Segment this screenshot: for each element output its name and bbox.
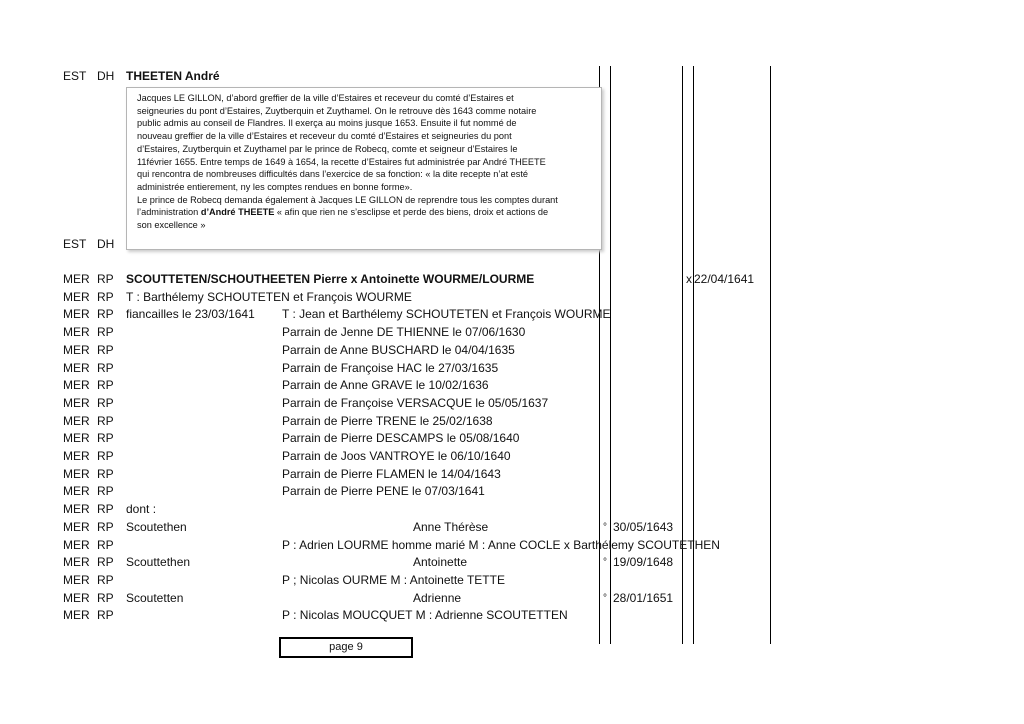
note-line: son excellence »: [137, 220, 206, 231]
page-number: page 9: [329, 641, 363, 653]
row-c1: MER: [63, 307, 90, 322]
row-c2: RP: [97, 413, 114, 428]
row-b: Parrain de Jenne DE THIENNE le 07/06/1630: [282, 325, 526, 340]
note-line: Le prince de Robecq demanda également à Jacques LE GILLON de reprendre tous les comptes durant: [137, 194, 558, 205]
row-c2: RP: [97, 449, 114, 463]
column-rule: [770, 66, 771, 644]
note-text: « afin que rien ne s’esclipse et perde des biens, droix et actions de: [274, 207, 549, 218]
row-b: P ; Nicolas OURME M : Antoinette TETTE: [282, 572, 505, 587]
column-rule: [682, 66, 683, 644]
row-c2: RP: [97, 289, 114, 304]
column-rule: [610, 66, 611, 644]
row-a: SCOUTTETEN/SCHOUTHEETEN Pierre x Antoinette WOURME/LOURME: [126, 272, 535, 286]
row-b: Parrain de Joos VANTROYE le 06/10/1640: [282, 449, 511, 463]
row-c2: RP: [97, 342, 114, 357]
row-c2: RP: [97, 431, 114, 446]
row-c2: RP: [97, 395, 114, 410]
est-col2: DH: [97, 237, 115, 251]
header-person-name: THEETEN André: [126, 69, 220, 83]
row-a: Scoutetten: [126, 590, 184, 605]
note-line: administrée entierement, ny les comptes rendues en bonne forme».: [137, 181, 413, 192]
row-c1: MER: [63, 272, 90, 286]
row-b: Parrain de Anne BUSCHARD le 04/04/1635: [282, 342, 515, 357]
note-line: public admis au conseil de Flandres. Il exerça au moins jusque 1653. Ensuite il fut nommé de: [137, 118, 517, 129]
row-c2: RP: [97, 555, 114, 570]
row-c2: RP: [97, 272, 114, 286]
row-c1: MER: [63, 466, 90, 481]
row-c2: RP: [97, 466, 114, 481]
row-c2: RP: [97, 590, 114, 605]
row-c1: MER: [63, 572, 90, 587]
row-b: P : Adrien LOURME homme marié M : Anne COCLE x Barthélemy SCOUTETHEN: [282, 537, 720, 552]
header-col1: EST: [63, 69, 87, 83]
header-col2: DH: [97, 69, 115, 83]
row-c2: RP: [97, 325, 114, 340]
row-c1: MER: [63, 484, 90, 499]
row-deg: °: [603, 521, 607, 533]
row-mark: x: [686, 272, 692, 286]
row-b: Parrain de Françoise VERSACQUE le 05/05/1637: [282, 395, 549, 410]
row-date: 22/04/1641: [694, 272, 755, 286]
row-c1: MER: [63, 590, 90, 605]
note-line: seigneuries du pont d’Estaires, Zuytberquin et Zuythamel. On le retrouve dès 1643 comme notaire: [137, 105, 537, 116]
row-bdate: 19/09/1648: [613, 555, 674, 570]
row-a: Scouttethen: [126, 555, 191, 570]
row-c1: MER: [63, 431, 90, 446]
row-b: Parrain de Pierre DESCAMPS le 05/08/1640: [282, 431, 520, 446]
row-b: Parrain de Anne GRAVE le 10/02/1636: [282, 378, 489, 393]
row-c1: MER: [63, 449, 90, 463]
row-deg: °: [603, 592, 607, 604]
row-a: dont :: [126, 502, 157, 517]
row-c2: RP: [97, 502, 114, 517]
row-c2: RP: [97, 307, 114, 322]
row-bdate: 28/01/1651: [613, 590, 674, 605]
note-comment-box: [126, 87, 602, 250]
page-number-box: [279, 637, 413, 658]
row-c1: MER: [63, 413, 90, 428]
row-b: Parrain de Françoise HAC le 27/03/1635: [282, 360, 499, 375]
row-b: Parrain de Pierre TRENE le 25/02/1638: [282, 413, 493, 428]
row-c1: MER: [63, 378, 90, 393]
row-c2: RP: [97, 484, 114, 499]
row-c1: MER: [63, 360, 90, 375]
row-a: fiancailles le 23/03/1641: [126, 307, 255, 322]
row-c2: RP: [97, 537, 114, 552]
row-c2: RP: [97, 360, 114, 375]
row-c1: MER: [63, 289, 90, 304]
row-a: Scoutethen: [126, 519, 187, 534]
row-c1: MER: [63, 325, 90, 340]
row-c2: RP: [97, 519, 114, 534]
note-line: Jacques LE GILLON, d’abord greffier de la ville d’Estaires et receveur du comté d’Estaires et: [137, 93, 514, 103]
row-c1: MER: [63, 342, 90, 357]
row-b: Parrain de Pierre FLAMEN le 14/04/1643: [282, 466, 501, 481]
note-line: qui rencontra de nombreuses difficultés dans l’exercice de sa fonction: « la dite recepte n’at esté: [137, 169, 529, 180]
row-c1: MER: [63, 608, 90, 623]
row-c1: MER: [63, 395, 90, 410]
note-line: nouveau greffier de la ville d’Estaires et receveur du comté d’Estaires et seigneuries du pont: [137, 131, 512, 142]
column-rule: [693, 66, 694, 644]
row-a: T : Barthélemy SCHOUTETEN et François WOURME: [126, 289, 412, 304]
row-c1: MER: [63, 537, 90, 552]
note-line: [137, 206, 595, 219]
note-line: 11février 1655. Entre temps de 1649 à 1654, la recette d’Estaires fut administrée par André THEETE: [137, 156, 546, 167]
row-c2: RP: [97, 378, 114, 393]
est-col1: EST: [63, 237, 87, 251]
row-c1: MER: [63, 502, 90, 517]
row-c2: RP: [97, 572, 114, 587]
row-deg: °: [603, 557, 607, 569]
row-b: P : Nicolas MOUCQUET M : Adrienne SCOUTETTEN: [282, 608, 568, 623]
note-bold-name: d’André THEETE: [200, 207, 275, 218]
row-given: Adrienne: [413, 590, 462, 605]
row-given: Antoinette: [413, 555, 468, 570]
note-line: d’Estaires, Zuytberquin et Zuythamel par le prince de Robecq, comte et seigneur d’Estaires le: [137, 143, 518, 154]
row-given: Anne Thérèse: [413, 519, 489, 534]
row-c1: MER: [63, 519, 90, 534]
row-b: T : Jean et Barthélemy SCHOUTETEN et François WOURME: [282, 307, 611, 322]
row-bdate: 30/05/1643: [613, 519, 674, 534]
row-c2: RP: [97, 608, 114, 623]
note-text: l’administration: [137, 207, 201, 218]
row-c1: MER: [63, 555, 90, 570]
row-b: Parrain de Pierre PENE le 07/03/1641: [282, 484, 485, 499]
